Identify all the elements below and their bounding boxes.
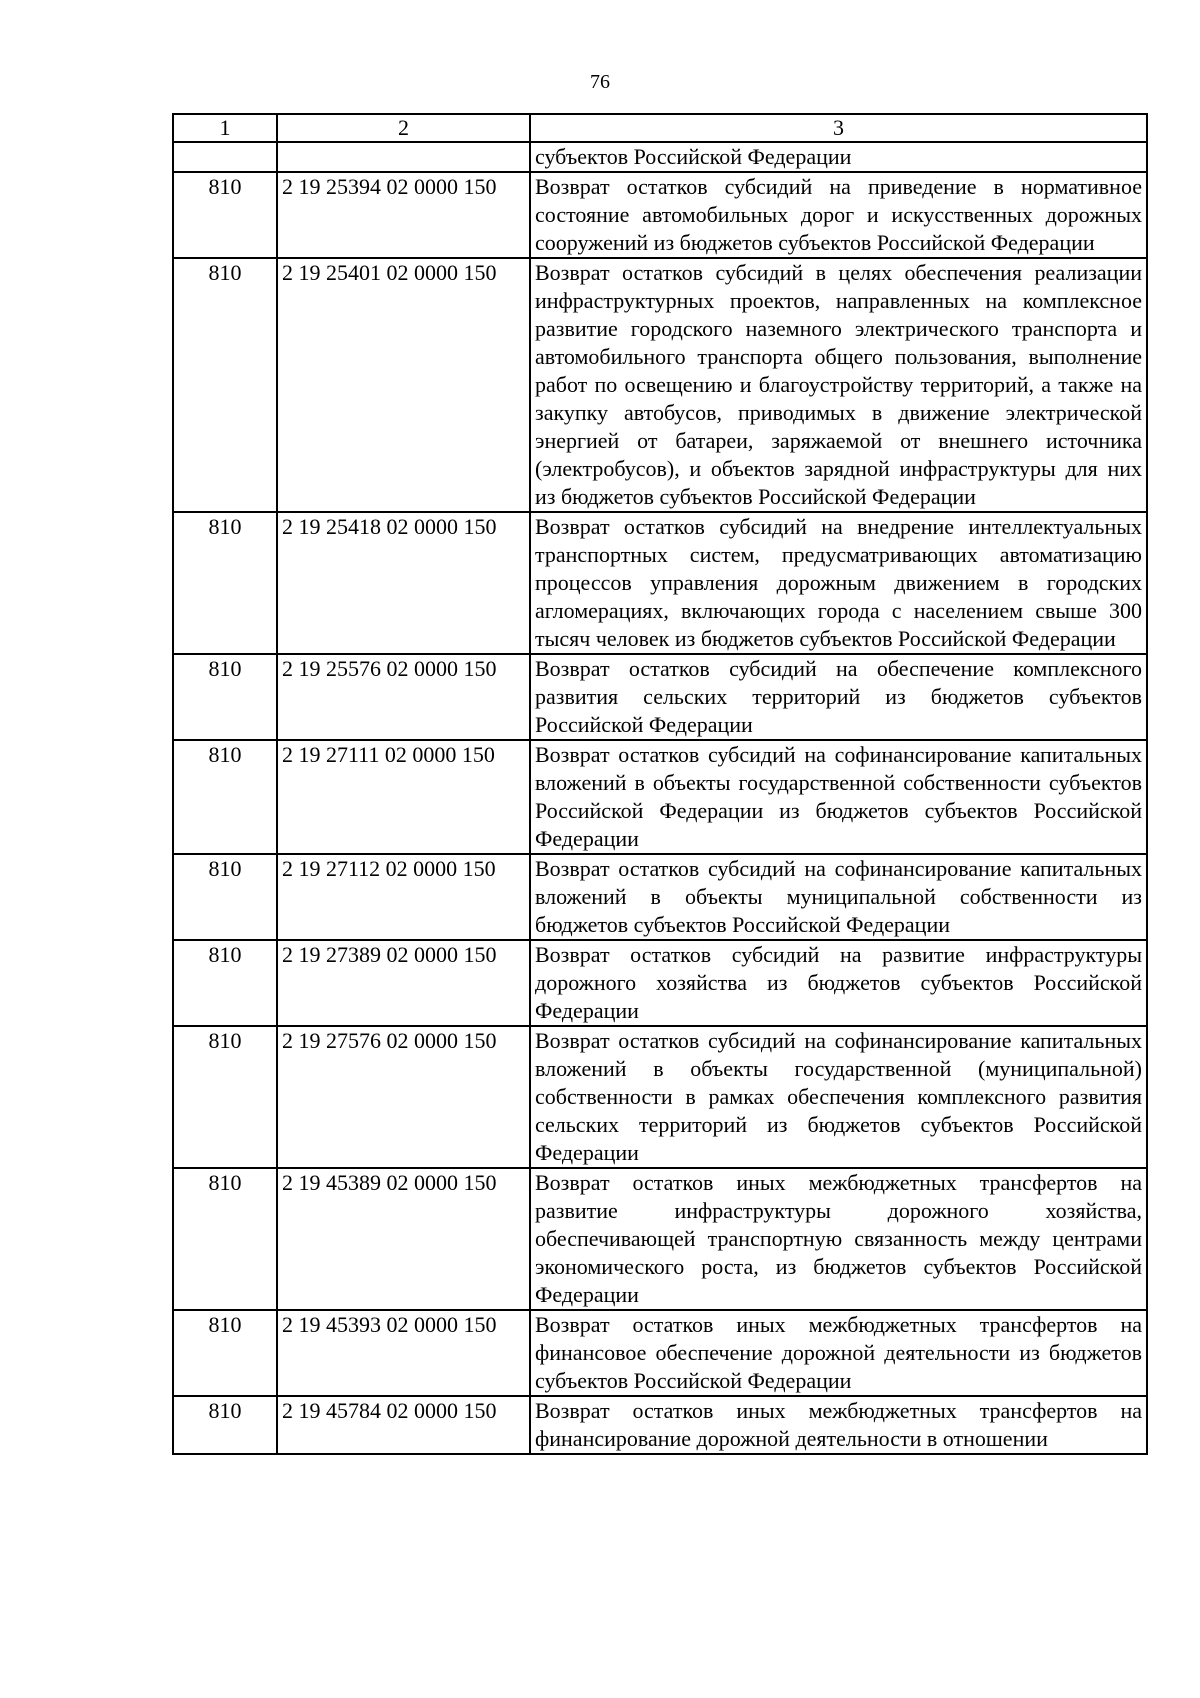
table-row — [173, 1168, 1147, 1310]
budget-code-cell: 2 19 45393 02 0000 150 — [277, 1310, 530, 1396]
header-col-3: 3 — [530, 114, 1147, 142]
table-row — [173, 740, 1147, 854]
table-row — [173, 854, 1147, 940]
description-cell: Возврат остатков субсидий в целях обеспечения реализации инфраструктурных проектов, направленных на комплексное развитие городского наземного электрического транспорта и автомобильного транспорта общего пользования, выполнение работ по освещению и благоустройству территорий, а также на закупку автобусов, приводимых в движение электрической энергией от батареи, заряжаемой от внешнего источника (электробусов), и объектов зарядной инфраструктуры для них из бюджетов субъектов Российской Федерации — [530, 258, 1147, 512]
budget-code-cell: 2 19 45389 02 0000 150 — [277, 1168, 530, 1310]
description-cell: Возврат остатков субсидий на софинансирование капитальных вложений в объекты государственной собственности субъектов Российской Федерации из бюджетов субъектов Российской Федерации — [530, 740, 1147, 854]
admin-code-cell: 810 — [173, 940, 277, 1026]
budget-code-cell: 2 19 27576 02 0000 150 — [277, 1026, 530, 1168]
description-cell: Возврат остатков субсидий на приведение в нормативное состояние автомобильных дорог и искусственных дорожных сооружений из бюджетов субъектов Российской Федерации — [530, 172, 1147, 258]
budget-code-cell — [277, 142, 530, 172]
table-row — [173, 1026, 1147, 1168]
page-number: 76 — [590, 71, 610, 93]
description-cell: субъектов Российской Федерации — [530, 142, 1147, 172]
header-col-1: 1 — [173, 114, 277, 142]
table-row — [173, 172, 1147, 258]
description-cell: Возврат остатков субсидий на обеспечение комплексного развития сельских территорий из бюджетов субъектов Российской Федерации — [530, 654, 1147, 740]
admin-code-cell — [173, 142, 277, 172]
admin-code-cell: 810 — [173, 654, 277, 740]
table-body — [173, 142, 1147, 1454]
table-row — [173, 654, 1147, 740]
budget-code-cell: 2 19 25418 02 0000 150 — [277, 512, 530, 654]
admin-code-cell: 810 — [173, 1310, 277, 1396]
description-cell: Возврат остатков субсидий на софинансирование капитальных вложений в объекты государственной (муниципальной) собственности в рамках обеспечения комплексного развития сельских территорий из бюджетов субъектов Российской Федерации — [530, 1026, 1147, 1168]
budget-code-cell: 2 19 27111 02 0000 150 — [277, 740, 530, 854]
description-cell: Возврат остатков иных межбюджетных трансфертов на финансирование дорожной деятельности в отношении — [530, 1396, 1147, 1454]
admin-code-cell: 810 — [173, 172, 277, 258]
description-cell: Возврат остатков субсидий на развитие инфраструктуры дорожного хозяйства из бюджетов субъектов Российской Федерации — [530, 940, 1147, 1026]
admin-code-cell: 810 — [173, 740, 277, 854]
table-row — [173, 258, 1147, 512]
table-row — [173, 1396, 1147, 1454]
header-col-2: 2 — [277, 114, 530, 142]
admin-code-cell: 810 — [173, 1026, 277, 1168]
description-cell: Возврат остатков субсидий на софинансирование капитальных вложений в объекты муниципальной собственности из бюджетов субъектов Российской Федерации — [530, 854, 1147, 940]
table-header — [173, 114, 1147, 142]
admin-code-cell: 810 — [173, 512, 277, 654]
header-row — [173, 114, 1147, 142]
table-row — [173, 1310, 1147, 1396]
table-row — [173, 142, 1147, 172]
budget-code-cell: 2 19 45784 02 0000 150 — [277, 1396, 530, 1454]
budget-code-cell: 2 19 25401 02 0000 150 — [277, 258, 530, 512]
budget-code-cell: 2 19 25576 02 0000 150 — [277, 654, 530, 740]
table-row — [173, 940, 1147, 1026]
budget-code-cell: 2 19 27112 02 0000 150 — [277, 854, 530, 940]
admin-code-cell: 810 — [173, 1396, 277, 1454]
description-cell: Возврат остатков иных межбюджетных трансфертов на финансовое обеспечение дорожной деятельности из бюджетов субъектов Российской Федерации — [530, 1310, 1147, 1396]
description-cell: Возврат остатков иных межбюджетных трансфертов на развитие инфраструктуры дорожного хозяйства, обеспечивающей транспортную связанность между центрами экономического роста, из бюджетов субъектов Российской Федерации — [530, 1168, 1147, 1310]
admin-code-cell: 810 — [173, 258, 277, 512]
budget-code-cell: 2 19 27389 02 0000 150 — [277, 940, 530, 1026]
description-cell: Возврат остатков субсидий на внедрение интеллектуальных транспортных систем, предусматривающих автоматизацию процессов управления дорожным движением в городских агломерациях, включающих города с населением свыше 300 тысяч человек из бюджетов субъектов Российской Федерации — [530, 512, 1147, 654]
budget-code-cell: 2 19 25394 02 0000 150 — [277, 172, 530, 258]
budget-codes-table — [172, 113, 1148, 1455]
table-row — [173, 512, 1147, 654]
admin-code-cell: 810 — [173, 854, 277, 940]
admin-code-cell: 810 — [173, 1168, 277, 1310]
